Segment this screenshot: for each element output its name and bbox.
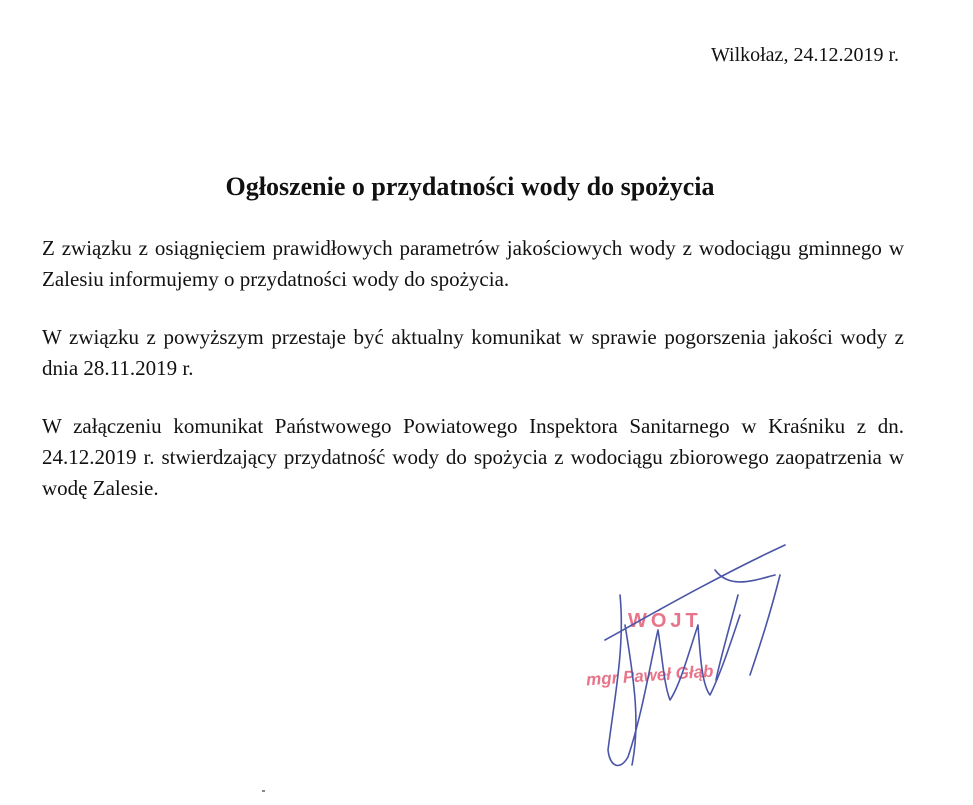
paragraph-3: W załączeniu komunikat Państwowego Powiatowego Inspektora Sanitarnego w Kraśniku z dn. 24.12.2019 r. stwierdzający przydatność wody do spożycia z wodociągu zbiorowego zaopatrzenia w wodę Zalesie.: [42, 414, 904, 500]
paragraph-2: W związku z powyższym przestaje być aktualny komunikat w sprawie pogorszenia jakości wody z dnia 28.11.2019 r.: [42, 325, 904, 380]
document-title: Ogłoszenie o przydatności wody do spożycia: [225, 172, 715, 201]
paragraph-1: Z związku z osiągnięciem prawidłowych parametrów jakościowych wody z wodociągu gminnego w Zalesiu informujemy o przydatności wody do spożycia.: [42, 236, 904, 291]
stamp-role: WÓJT: [628, 610, 702, 632]
place-date: Wilkołaz, 24.12.2019 r.: [710, 44, 899, 66]
handwritten-signature: [580, 535, 800, 785]
stamp-name: mgr Paweł Głąb: [585, 661, 715, 690]
scan-speck: [262, 790, 265, 792]
